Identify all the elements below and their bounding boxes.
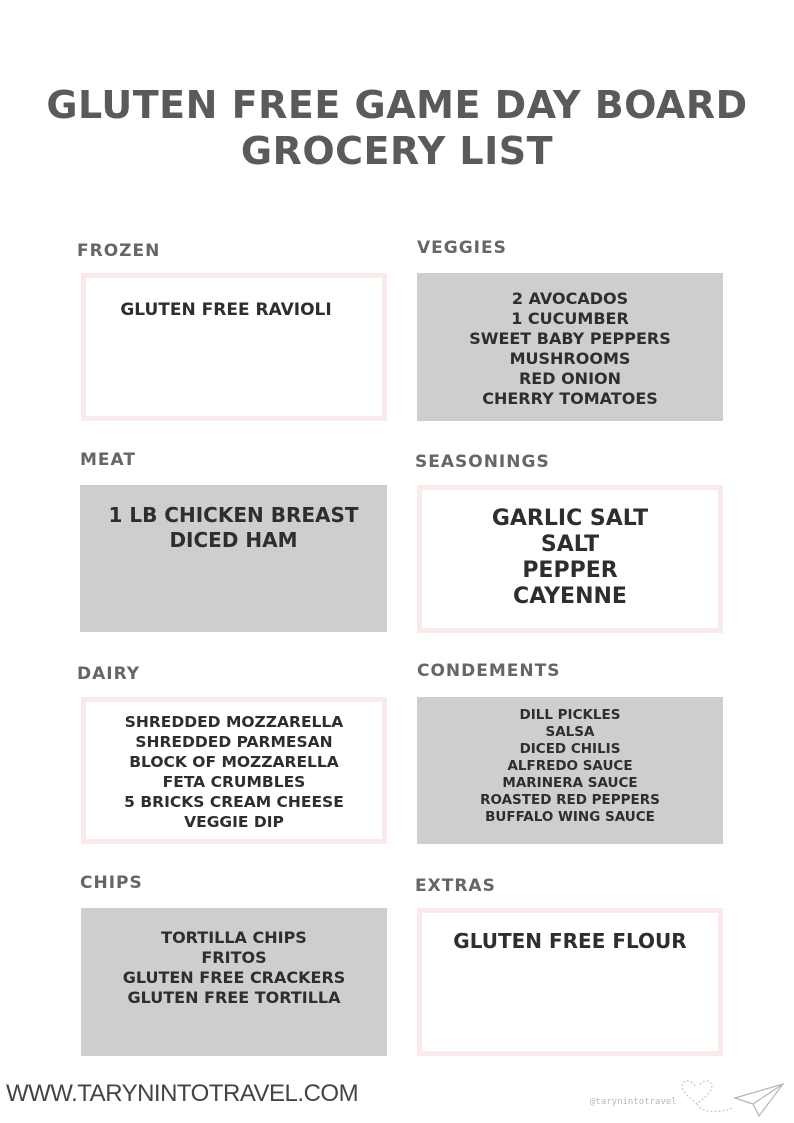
category-label-meat: MEAT — [80, 450, 136, 470]
item-list-frozen — [86, 300, 382, 320]
list-item: MUSHROOMS — [509, 349, 631, 368]
page-title — [0, 82, 794, 174]
list-box-chips — [81, 908, 387, 1056]
list-item: 2 AVOCADOS — [511, 289, 629, 308]
list-item: DICED HAM — [169, 528, 298, 552]
list-item: 1 CUCUMBER — [511, 309, 629, 328]
category-label-chips: CHIPS — [80, 873, 143, 893]
list-item: DILL PICKLES — [519, 707, 621, 723]
social-handle: @tarynintotravel — [590, 1097, 677, 1107]
page-title-line-2: GROCERY LIST — [240, 129, 554, 173]
category-label-dairy: DAIRY — [77, 664, 141, 684]
list-item: SHREDDED MOZZARELLA — [124, 713, 344, 731]
list-item: FRITOS — [201, 948, 267, 967]
list-item: ROASTED RED PEPPERS — [480, 792, 660, 808]
decor-doodle — [675, 1072, 790, 1120]
list-item: SALSA — [545, 724, 595, 740]
category-label-condiments: CONDEMENTS — [417, 661, 561, 681]
item-list-seasonings — [422, 506, 718, 610]
list-item: FETA CRUMBLES — [162, 773, 306, 791]
item-list-dairy — [86, 712, 382, 832]
list-item: SALT — [540, 532, 600, 557]
list-item: DICED CHILIS — [519, 741, 621, 757]
list-item: BUFFALO WING SAUCE — [485, 809, 655, 825]
list-item: MARINERA SAUCE — [502, 775, 638, 791]
list-box-meat — [80, 485, 387, 632]
list-box-extras — [417, 908, 723, 1056]
item-list-veggies — [417, 289, 723, 409]
heart-doodle-icon — [682, 1081, 733, 1112]
list-item: PEPPER — [522, 558, 618, 583]
list-item: ALFREDO SAUCE — [507, 758, 633, 774]
list-item: GLUTEN FREE RAVIOLI — [120, 300, 332, 320]
category-label-frozen: FROZEN — [77, 241, 161, 261]
list-item: GLUTEN FREE FLOUR — [453, 929, 687, 953]
list-box-seasonings — [417, 485, 723, 633]
list-item: GLUTEN FREE TORTILLA — [127, 988, 341, 1007]
list-item: TORTILLA CHIPS — [161, 928, 307, 947]
list-item: CHERRY TOMATOES — [482, 389, 658, 408]
category-label-seasonings: SEASONINGS — [415, 452, 550, 472]
list-item: VEGGIE DIP — [184, 813, 284, 831]
item-list-chips — [81, 928, 387, 1008]
list-item: RED ONION — [518, 369, 622, 388]
list-item: GARLIC SALT — [491, 506, 649, 531]
list-box-frozen — [81, 273, 387, 421]
category-label-extras: EXTRAS — [415, 876, 496, 896]
category-label-veggies: VEGGIES — [417, 238, 507, 258]
list-item: 1 LB CHICKEN BREAST — [108, 503, 359, 527]
list-item: SHREDDED PARMESAN — [135, 733, 333, 751]
list-item: SWEET BABY PEPPERS — [469, 329, 671, 348]
list-box-condiments — [417, 697, 723, 844]
list-item: BLOCK OF MOZZARELLA — [129, 753, 339, 771]
list-item: 5 BRICKS CREAM CHEESE — [124, 793, 344, 811]
list-item: GLUTEN FREE CRACKERS — [122, 968, 346, 987]
list-box-veggies — [417, 273, 723, 421]
paper-plane-icon — [735, 1084, 783, 1116]
item-list-condiments — [417, 707, 723, 826]
list-box-dairy — [81, 697, 387, 844]
website-url: WWW.TARYNINTOTRAVEL.COM — [6, 1080, 359, 1107]
list-item: CAYENNE — [513, 584, 627, 609]
item-list-extras — [422, 929, 718, 953]
item-list-meat — [80, 503, 387, 553]
page-title-line-1: GLUTEN FREE GAME DAY BOARD — [46, 83, 748, 127]
